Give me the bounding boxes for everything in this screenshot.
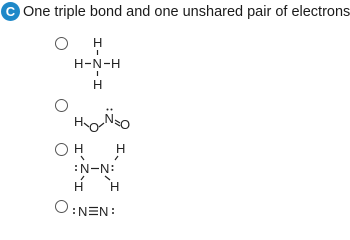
atom-o-hydroxyl: O [89, 120, 100, 135]
atom-n-right: N [100, 161, 110, 176]
structure-ammonium [70, 34, 160, 98]
bond-n2-h-top [115, 156, 118, 160]
lone-pair-dot [75, 165, 77, 167]
radio-button-option-2[interactable] [55, 99, 68, 112]
question-text: One triple bond and one unshared pair of electrons [23, 4, 350, 20]
answer-option-2[interactable] [0, 96, 350, 134]
atom-h-top: H [93, 35, 103, 50]
lone-pair-dot [73, 208, 75, 210]
atom-h-top-left: H [74, 141, 84, 156]
atom-n-center: N [92, 56, 102, 71]
atom-n: N [104, 111, 114, 126]
question-header [0, 0, 350, 24]
question-letter-badge: C [1, 2, 20, 21]
bond-o-n [99, 123, 104, 127]
answer-option-1[interactable] [0, 34, 350, 98]
lone-pair-dot [75, 169, 77, 171]
bond-n1-h-top [81, 156, 84, 160]
atom-n-left: N [80, 161, 90, 176]
structure-hydrazine [70, 140, 170, 192]
atom-n-left: N [78, 204, 88, 219]
lone-pair-dot [112, 212, 114, 214]
atom-h-right: H [111, 56, 121, 71]
answer-option-4[interactable] [0, 199, 350, 223]
lone-pair-dot [112, 165, 114, 167]
atom-h-bottom-right: H [110, 179, 120, 194]
radio-button-option-1[interactable] [55, 37, 68, 50]
lone-pair-dot [112, 169, 114, 171]
lone-pair-dot [112, 208, 114, 210]
atom-h-left: H [74, 56, 84, 71]
atom-n-right: N [99, 204, 109, 219]
answer-option-3[interactable] [0, 140, 350, 194]
lone-pair-dot [73, 212, 75, 214]
atom-h-top-right: H [116, 141, 126, 156]
structure-nitrous-acid [70, 96, 190, 136]
atom-h-bottom: H [93, 77, 103, 92]
radio-button-option-4[interactable] [55, 200, 68, 213]
atom-h-bottom-left: H [74, 179, 84, 194]
atom-o-double: O [120, 117, 131, 132]
radio-button-option-3[interactable] [55, 143, 68, 156]
atom-h: H [74, 114, 84, 129]
structure-dinitrogen [70, 199, 150, 223]
